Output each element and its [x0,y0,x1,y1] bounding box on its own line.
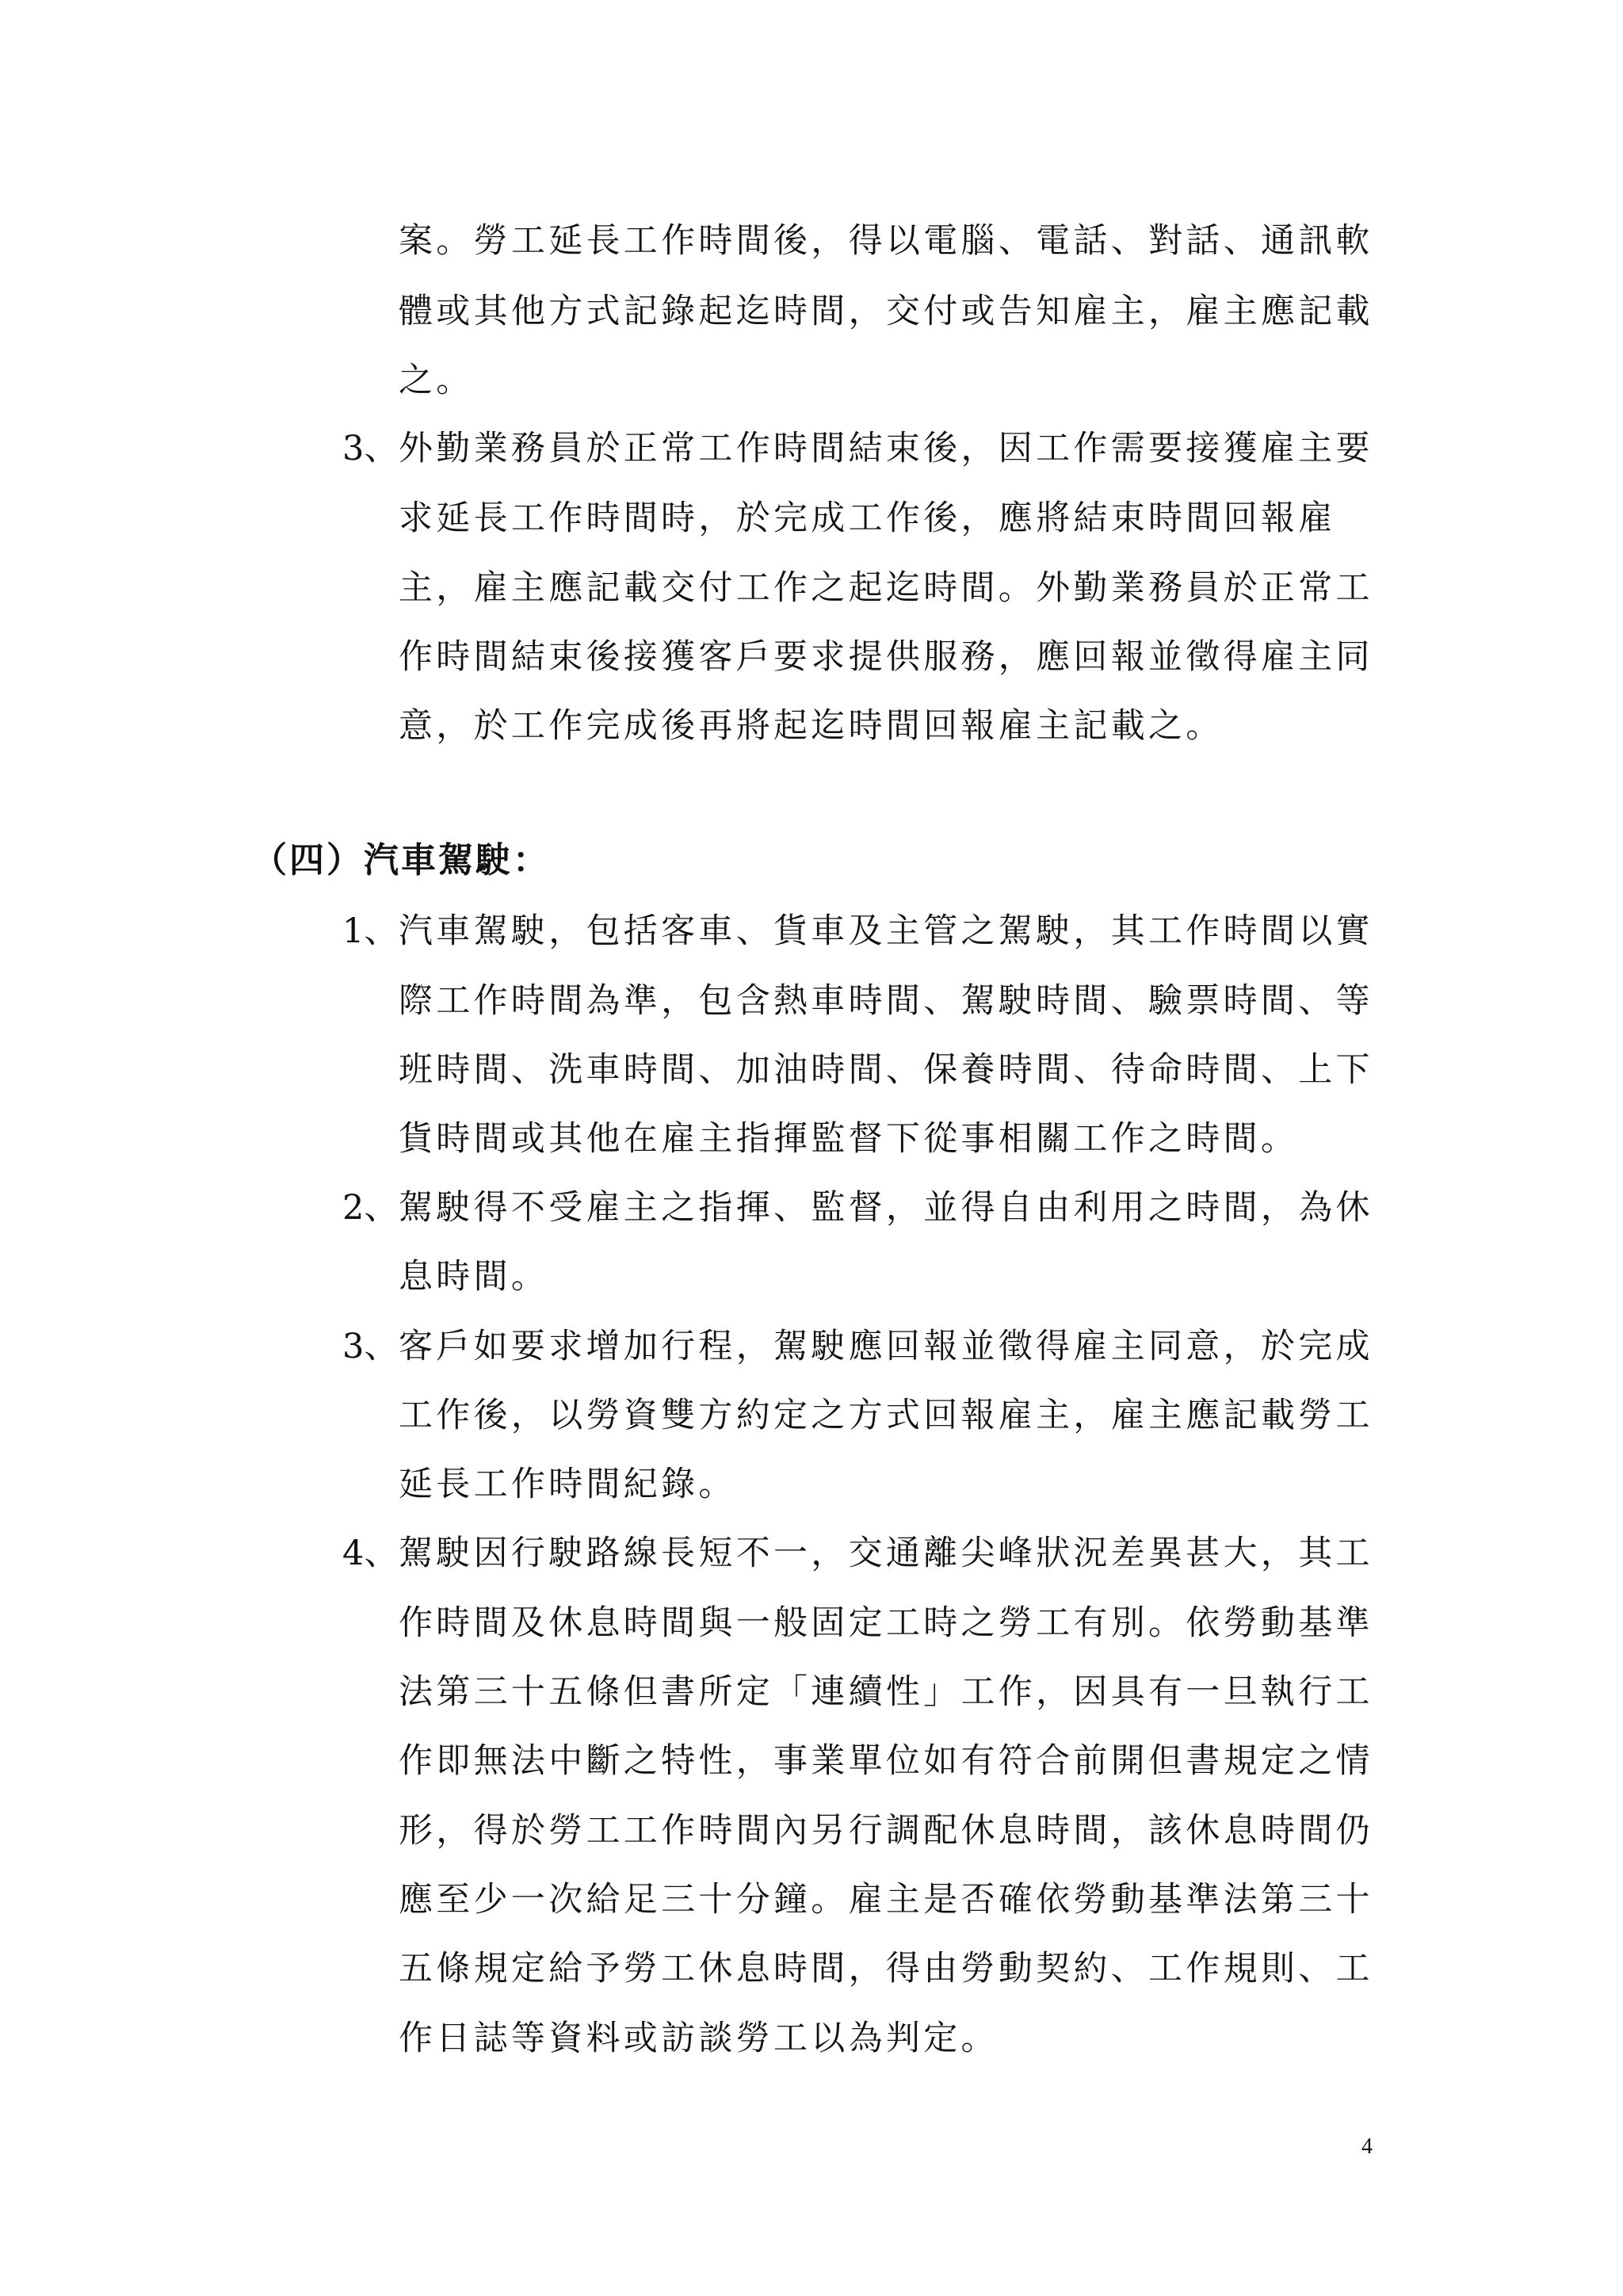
paragraph-line: 之。 [399,361,474,400]
paragraph-line: 延長工作時間紀錄。 [399,1465,736,1504]
list-marker: 1、 [342,911,399,951]
paragraph-line: 作日誌等資料或訪談勞工以為判定。 [399,2019,999,2058]
paragraph-line: 貨時間或其他在雇主指揮監督下從事相關工作之時間。 [399,1119,1299,1159]
paragraph-line: 工作後，以勞資雙方約定之方式回報雇主，雇主應記載勞工 [399,1396,1373,1435]
paragraph-line: 外勤業務員於正常工作時間結束後，因工作需要接獲雇主要 [399,429,1373,468]
paragraph-line: 形，得於勞工工作時間內另行調配休息時間，該休息時間仍 [399,1811,1373,1851]
page-number: 4 [1361,2134,1373,2159]
paragraph-line: 作時間結束後接獲客戶要求提供服務，應回報並徵得雇主同 [399,637,1373,677]
paragraph-line: 作時間及休息時間與一般固定工時之勞工有別。依勞動基準 [399,1603,1373,1643]
list-marker: 3、 [342,1327,399,1366]
paragraph-line: 五條規定給予勞工休息時間，得由勞動契約、工作規則、工 [399,1949,1373,1988]
section-heading: （四）汽車駕駛： [252,840,550,881]
paragraph-line: 案。勞工延長工作時間後，得以電腦、電話、對話、通訊軟 [399,221,1373,261]
paragraph-line: 求延長工作時間時，於完成工作後，應將結束時間回報雇 [399,499,1336,538]
paragraph-line: 息時間。 [399,1257,549,1297]
paragraph-line: 體或其他方式記錄起迄時間，交付或告知雇主，雇主應記載 [399,292,1373,331]
paragraph-line: 應至少一次給足三十分鐘。雇主是否確依勞動基準法第三十 [399,1880,1373,1920]
list-marker: 2、 [342,1188,399,1228]
list-marker: 3、 [342,429,399,468]
paragraph-line: 際工作時間為準，包含熱車時間、駕駛時間、驗票時間、等 [399,981,1373,1021]
paragraph-line: 作即無法中斷之特性，事業單位如有符合前開但書規定之情 [399,1741,1373,1781]
list-marker: 4、 [342,1534,399,1573]
paragraph-line: 法第三十五條但書所定「連續性」工作，因具有一旦執行工 [399,1672,1373,1712]
paragraph-line: 意，於工作完成後再將起迄時間回報雇主記載之。 [399,706,1224,746]
paragraph-line: 客戶如要求增加行程，駕駛應回報並徵得雇主同意，於完成 [399,1327,1373,1366]
paragraph-line: 駕駛因行駛路線長短不一，交通離尖峰狀況差異甚大，其工 [399,1534,1373,1573]
paragraph-line: 班時間、洗車時間、加油時間、保養時間、待命時間、上下 [399,1050,1373,1090]
paragraph-line: 主，雇主應記載交付工作之起迄時間。外勤業務員於正常工 [399,568,1373,608]
paragraph-line: 汽車駕駛，包括客車、貨車及主管之駕駛，其工作時間以實 [399,911,1373,951]
paragraph-line: 駕駛得不受雇主之指揮、監督，並得自由利用之時間，為休 [399,1188,1373,1228]
